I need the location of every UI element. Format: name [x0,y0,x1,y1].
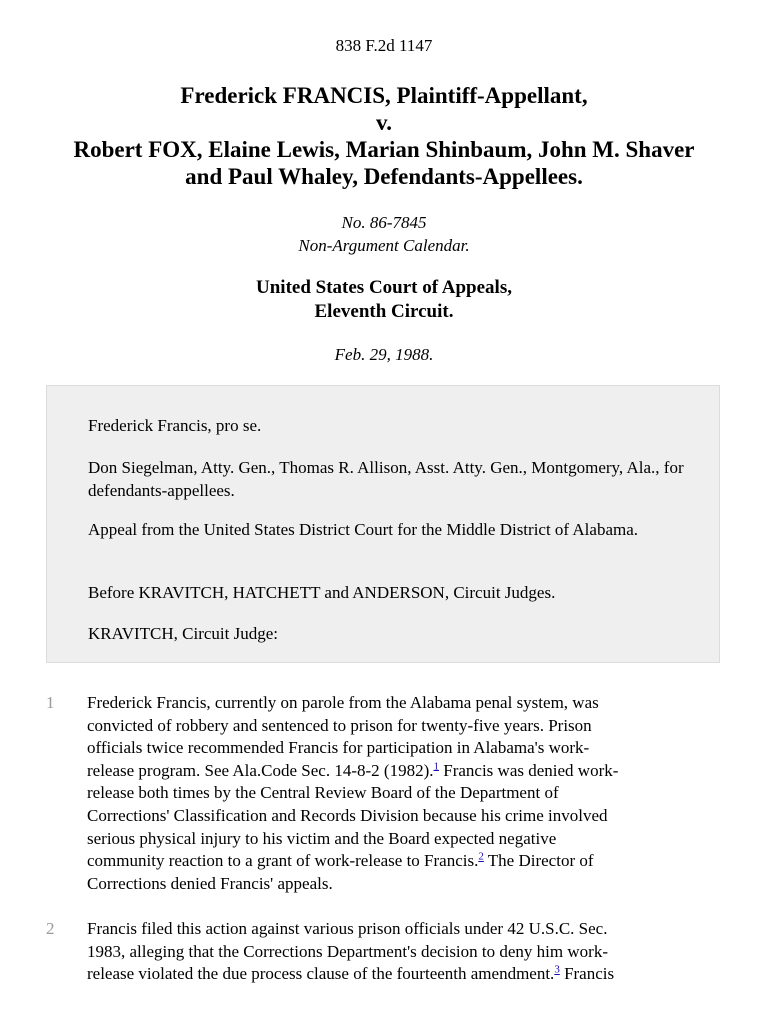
paragraph-text-segment: The Director of Corrections denied Francis' appeals. [87,851,594,893]
paragraph-text [87,692,727,895]
case-caption [20,82,748,190]
docket-number: No. 86-7845 [341,213,427,232]
paragraph-number: 2 [46,919,55,938]
paragraph-text-segment: Francis [559,964,615,984]
docket-info [0,211,768,257]
paragraph-text-segment: Francis filed this action against various prison officials under 42 U.S.C. Sec. 1983, alleging that the Corrections Department's decision to deny him work- release violated the due process clause of the fourteenth amendment. [87,919,608,984]
paragraph-text-segment: Francis was denied work- release both times by the Central Review Board of the Department of Corrections' Classification and Records Division because his crime involved serious physical injury to his victim and the Board expected negative community reaction to a grant of work-release to Francis. [87,760,619,871]
defendants-line-continued: and Paul Whaley, Defendants-Appellees. [185,164,583,189]
counsel-line: Don Siegelman, Atty. Gen., Thomas R. Allison, Asst. Atty. Gen., Montgomery, Ala., for defendants-appellees. [88,458,684,500]
paragraph-number: 1 [46,693,55,712]
footnote-link-3[interactable]: 3 [554,963,560,976]
footnote-link-1[interactable]: 1 [433,760,439,773]
reporter-citation: 838 F.2d 1147 [335,36,433,55]
paragraph-text [87,918,727,986]
pro-se-line: Frederick Francis, pro se. [88,416,262,435]
appeal-line: Appeal from the United States District Court for the Middle District of Alabama. [88,520,639,539]
court-name-line2: Eleventh Circuit. [314,301,454,322]
versus-line: v. [376,110,392,135]
court-name-line1: United States Court of Appeals, [256,277,512,298]
paragraph-text-segment: Frederick Francis, currently on parole from the Alabama penal system, was convicted of robbery and sentenced to prison for twenty-five years. Prison officials twice recommended Francis for participation in Alabama's work- release program. See Ala.Code Sec. 14-8-2 (1982). [87,693,599,780]
footnote-link-2[interactable]: 2 [478,850,484,863]
calendar-note: Non-Argument Calendar. [298,236,470,255]
author-line: KRAVITCH, Circuit Judge: [88,624,278,643]
prelims-box [46,385,720,663]
defendants-line: Robert FOX, Elaine Lewis, Marian Shinbaum, John M. Shaver [73,137,695,162]
decision-date: Feb. 29, 1988. [334,345,434,364]
panel-line: Before KRAVITCH, HATCHETT and ANDERSON, Circuit Judges. [88,583,556,602]
court-name [0,276,768,324]
plaintiff-line: Frederick FRANCIS, Plaintiff-Appellant, [180,83,588,108]
